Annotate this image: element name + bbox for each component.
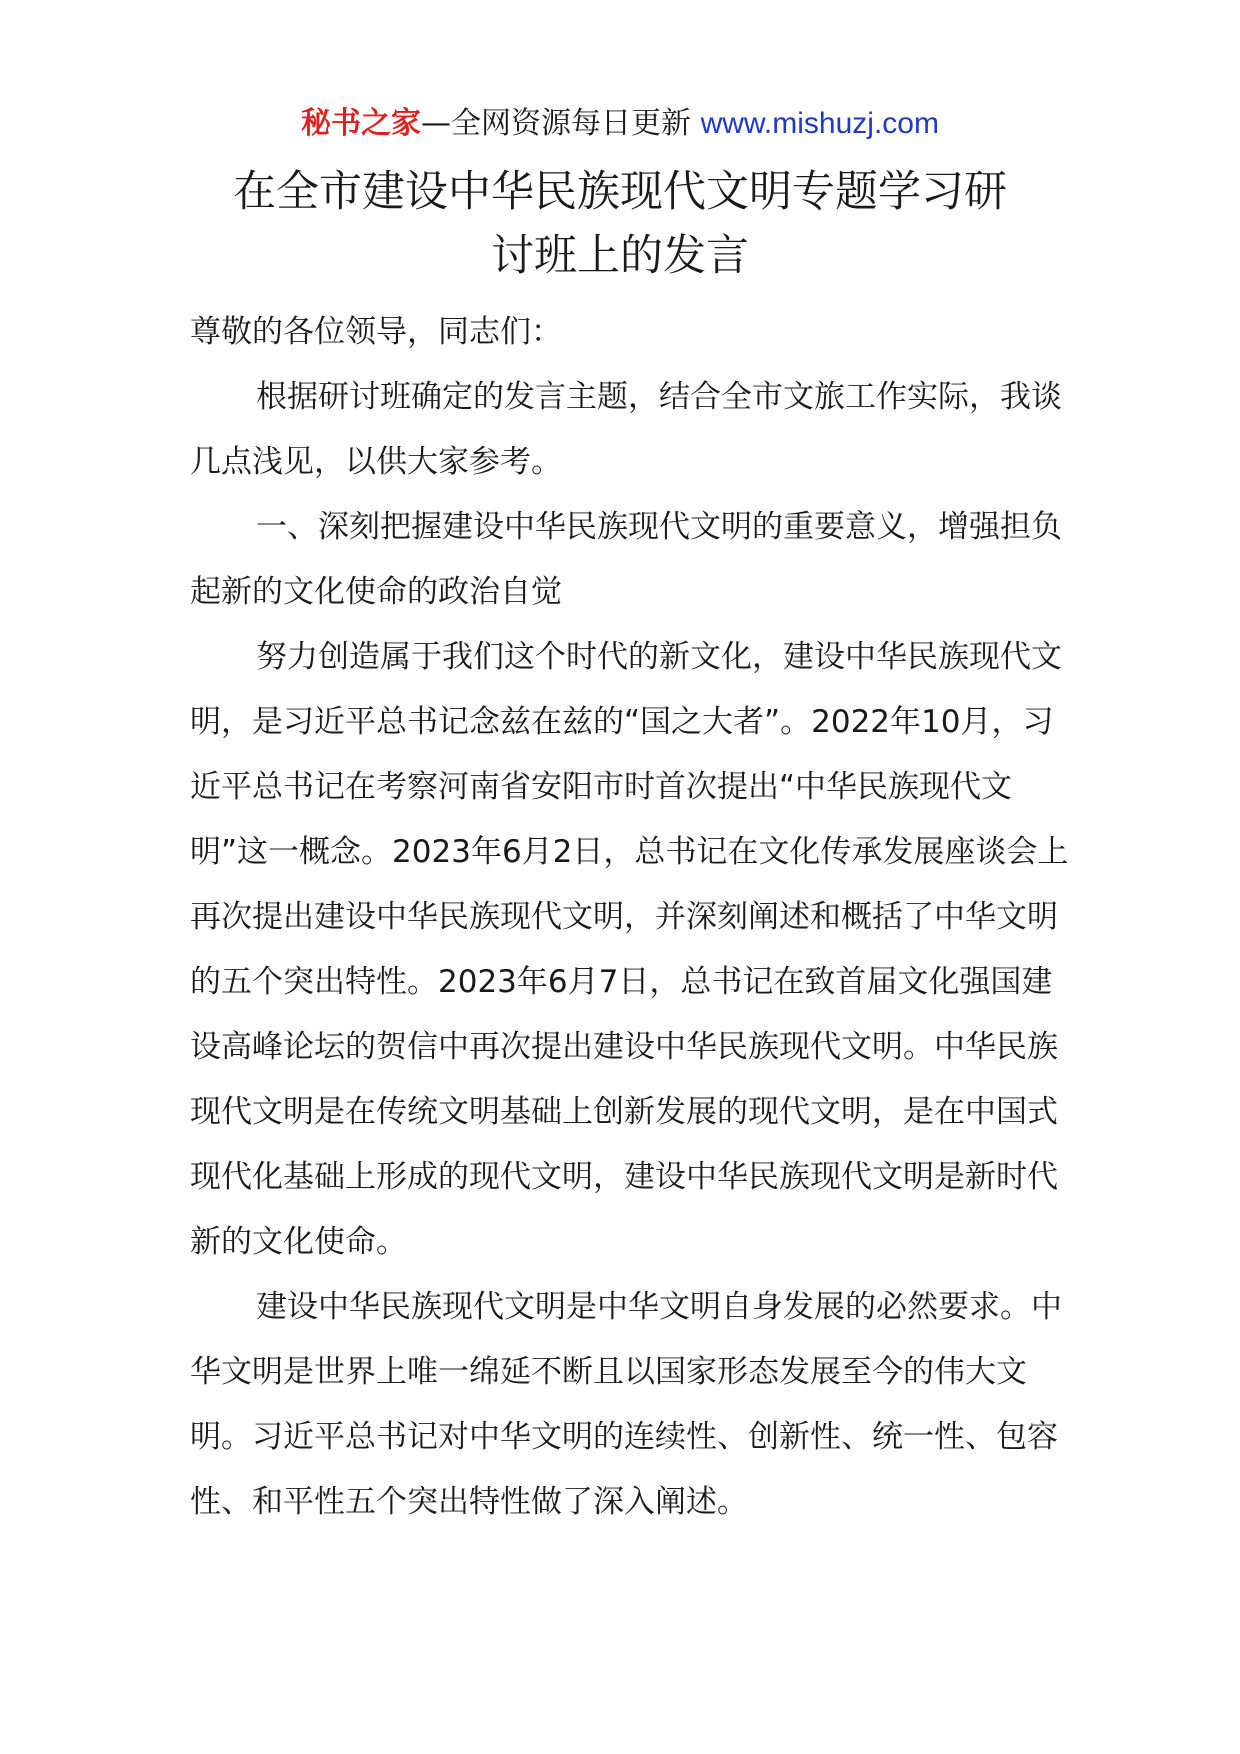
site-header	[0, 102, 1240, 146]
title-line-1: 在全市建设中华民族现代文明专题学习研	[233, 167, 1007, 217]
brand-name: 秘书之家	[301, 106, 422, 141]
header-dash: —	[421, 106, 452, 141]
site-url-link[interactable]: www.mishuzj.com	[700, 107, 939, 140]
header-tagline: 全网资源每日更新	[451, 106, 692, 141]
document-body	[190, 300, 1070, 1535]
salutation: 尊敬的各位领导，同志们：	[190, 314, 562, 350]
section-heading-1: 一、深刻把握建设中华民族现代文明的重要意义，增强担负起新的文化使命的政治自觉	[190, 509, 1062, 610]
paragraph-intro: 根据研讨班确定的发言主题，结合全市文旅工作实际，我谈几点浅见，以供大家参考。	[190, 379, 1062, 480]
document-title	[160, 160, 1080, 288]
paragraph-1: 努力创造属于我们这个时代的新文化，建设中华民族现代文明，是习近平总书记念兹在兹的“国之大者”。2022年10月，习近平总书记在考察河南省安阳市时首次提出“中华民族现代文明”这一概念。2023年6月2日，总书记在文化传承发展座谈会上再次提出建设中华民族现代文明，并深刻阐述和概括了中华文明的五个突出特性。2023年6月7日，总书记在致首届文化强国建设高峰论坛的贺信中再次提出建设中华民族现代文明。中华民族现代文明是在传统文明基础上创新发展的现代文明，是在中国式现代化基础上形成的现代文明，建设中华民族现代文明是新时代新的文化使命。	[190, 639, 1069, 1260]
paragraph-2: 建设中华民族现代文明是中华文明自身发展的必然要求。中华文明是世界上唯一绵延不断且以国家形态发展至今的伟大文明。习近平总书记对中华文明的连续性、创新性、统一性、包容性、和平性五个突出特性做了深入阐述。	[190, 1289, 1062, 1520]
title-line-2: 讨班上的发言	[491, 231, 749, 281]
